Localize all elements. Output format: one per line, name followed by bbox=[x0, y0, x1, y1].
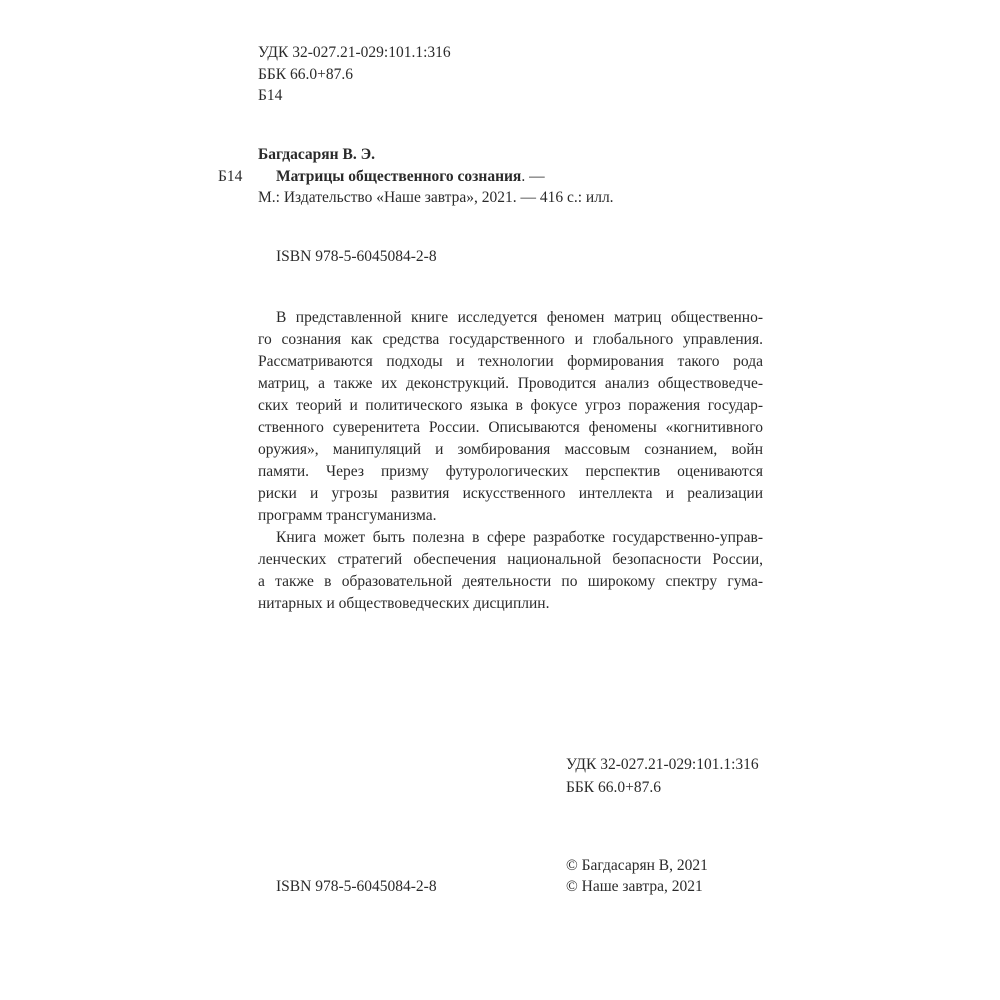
annotation-line: Рассматриваются подходы и технологии формирования такого рода bbox=[258, 353, 763, 370]
author-name: Багдасарян В. Э. bbox=[258, 146, 375, 163]
annotation-line: го сознания как средства государственного и глобального управления. bbox=[258, 331, 763, 348]
book-title-suffix: . — bbox=[521, 168, 545, 185]
udk-code-bottom: УДК 32-027.21-029:101.1:316 bbox=[566, 756, 759, 773]
book-title: Матрицы общественного сознания bbox=[276, 168, 522, 185]
annotation-line: Книга может быть полезна в сфере разработке государственно-управ- bbox=[276, 529, 763, 546]
bbk-code-bottom: ББК 66.0+87.6 bbox=[566, 779, 662, 796]
annotation-line: ских теорий и политического языка в фокусе угроз поражения государ- bbox=[258, 397, 763, 414]
annotation-line: ственного суверенитета России. Описываются феномены «когнитивного bbox=[258, 419, 763, 436]
copyright-publisher: © Наше завтра, 2021 bbox=[566, 878, 703, 895]
annotation-line: нитарных и обществоведческих дисциплин. bbox=[258, 595, 550, 612]
cutter-code-top: Б14 bbox=[258, 87, 283, 104]
copyright-author: © Багдасарян В, 2021 bbox=[566, 857, 708, 874]
book-title-line bbox=[276, 168, 545, 186]
bbk-code-top: ББК 66.0+87.6 bbox=[258, 66, 354, 83]
annotation-line: В представленной книге исследуется феномен матриц общественно- bbox=[276, 309, 763, 326]
annotation-line: программ трансгуманизма. bbox=[258, 507, 437, 524]
annotation-line: оружия», манипуляций и зомбирования массовым сознанием, войн bbox=[258, 441, 763, 458]
annotation-line: а также в образовательной деятельности по широкому спектру гума- bbox=[258, 573, 763, 590]
isbn-top: ISBN 978-5-6045084-2-8 bbox=[276, 248, 437, 265]
annotation-line: памяти. Через призму футурологических перспектив оцениваются bbox=[258, 463, 763, 480]
annotation-line: риски и угрозы развития искусственного интеллекта и реализации bbox=[258, 485, 763, 502]
isbn-bottom: ISBN 978-5-6045084-2-8 bbox=[276, 878, 437, 895]
imprint: М.: Издательство «Наше завтра», 2021. — 416 с.: илл. bbox=[258, 189, 614, 206]
annotation-line: ленческих стратегий обеспечения национальной безопасности России, bbox=[258, 551, 763, 568]
udk-code-top: УДК 32-027.21-029:101.1:316 bbox=[258, 44, 451, 61]
annotation-line: матриц, а также их деконструкций. Проводится анализ обществоведче- bbox=[258, 375, 763, 392]
cutter-mark: Б14 bbox=[218, 168, 243, 185]
